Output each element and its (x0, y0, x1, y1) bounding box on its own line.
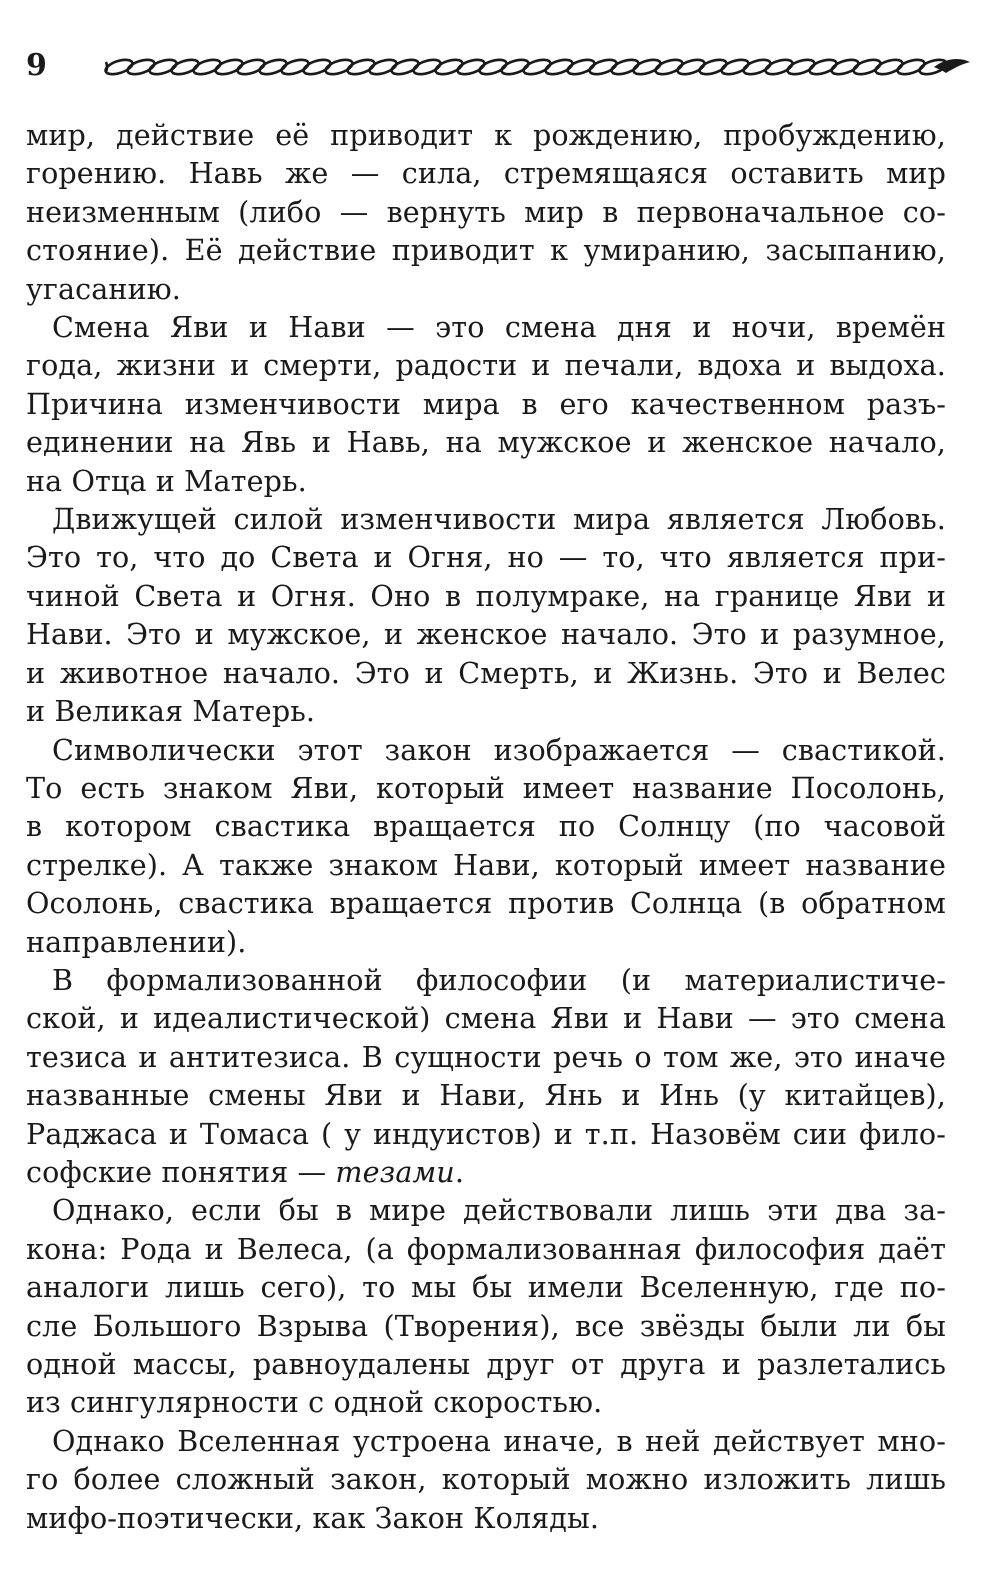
text-line: чиной Света и Огня. Оно в полумраке, на границе Яви и (26, 578, 946, 613)
text-line: угасанию. (26, 271, 181, 306)
paragraph (26, 1422, 946, 1537)
text-line: го более сложный закон, который можно изложить лишь (26, 1462, 946, 1497)
decorative-rope-ornament (104, 54, 972, 80)
text-line: года, жизни и смерти, радости и печали, вдоха и выдоха. (26, 348, 946, 383)
text-line: Это то, что до Света и Огня, но — то, что является при- (26, 540, 946, 575)
text-line: Раджаса и Томаса ( у индуистов) и т.п. Назовём сии фило- (26, 1116, 946, 1151)
text-line: Однако, если бы в мире действовали лишь эти два за- (52, 1193, 946, 1228)
text-line: стояние). Её действие приводит к умиранию, засыпанию, (26, 233, 946, 268)
italic-term: тезами (335, 1154, 455, 1189)
text-line: названные смены Яви и Нави, Янь и Инь (у китайцев), (26, 1078, 946, 1113)
text-line: В формализованной философии (и материалистиче- (52, 962, 946, 997)
text-line: Движущей силой изменчивости мира является Любовь. (52, 502, 946, 537)
paragraph (26, 961, 946, 1191)
text-line: Осолонь, свастика вращается против Солнца (в обратном (26, 886, 946, 921)
text-line: тезиса и антитезиса. В сущности речь о том же, это иначе (26, 1039, 946, 1074)
paragraph (26, 1191, 946, 1421)
text-line: То есть знаком Яви, который имеет название Посолонь, (26, 770, 946, 805)
text-line: из сингулярности с одной скоростью. (26, 1385, 603, 1420)
text-line: направлении). (26, 924, 247, 959)
page-header (26, 46, 946, 90)
text-line: и животное начало. Это и Смерть, и Жизнь. Это и Велес (26, 655, 946, 690)
text-line: в котором свастика вращается по Солнцу (по часовой (26, 809, 946, 844)
text-line: ской, и идеалистической) смена Яви и Нави — это смена (26, 1001, 946, 1036)
text-line: сле Большого Взрыва (Творения), все звёзды были ли бы (26, 1308, 946, 1343)
page-number: 9 (26, 48, 47, 83)
text-line: Символически этот закон изображается — свастикой. (52, 732, 946, 767)
text-line: мифо-поэтически, как Закон Коляды. (26, 1500, 600, 1535)
body-text (26, 116, 946, 1537)
text-line: одной массы, равноудалены друг от друга и разлетались (26, 1347, 946, 1381)
text-line: софские понятия — тезами. (26, 1154, 465, 1189)
text-line: аналоги лишь сего), то мы бы имели Вселенную, где по- (26, 1270, 946, 1305)
text-line: горению. Навь же — сила, стремящаяся оставить мир (26, 156, 946, 191)
paragraph (26, 731, 946, 961)
text-line: Однако Вселенная устроена иначе, в ней действует мно- (52, 1423, 946, 1458)
text-line: мир, действие её приводит к рождению, пробуждению, (26, 118, 946, 152)
paragraph (26, 308, 946, 500)
paragraph (26, 116, 946, 308)
text-line: Смена Яви и Нави — это смена дня и ночи, времён (52, 310, 946, 345)
text-line: кона: Рода и Велеса, (а формализованная философия даёт (26, 1231, 946, 1266)
text-line: на Отца и Матерь. (26, 463, 307, 498)
punctuation: . (454, 1154, 465, 1189)
text-line: стрелке). А также знаком Нави, который имеет название (26, 847, 946, 882)
text-line: Причина изменчивости мира в его качественном разъ- (26, 386, 946, 421)
text-line: Нави. Это и мужское, и женское начало. Это и разумное, (26, 617, 946, 652)
text-line: единении на Явь и Навь, на мужское и женское начало, (26, 425, 946, 460)
text-line: неизменным (либо — вернуть мир в первоначальное со- (26, 194, 946, 229)
paragraph (26, 500, 946, 730)
text-line: и Великая Матерь. (26, 694, 316, 729)
